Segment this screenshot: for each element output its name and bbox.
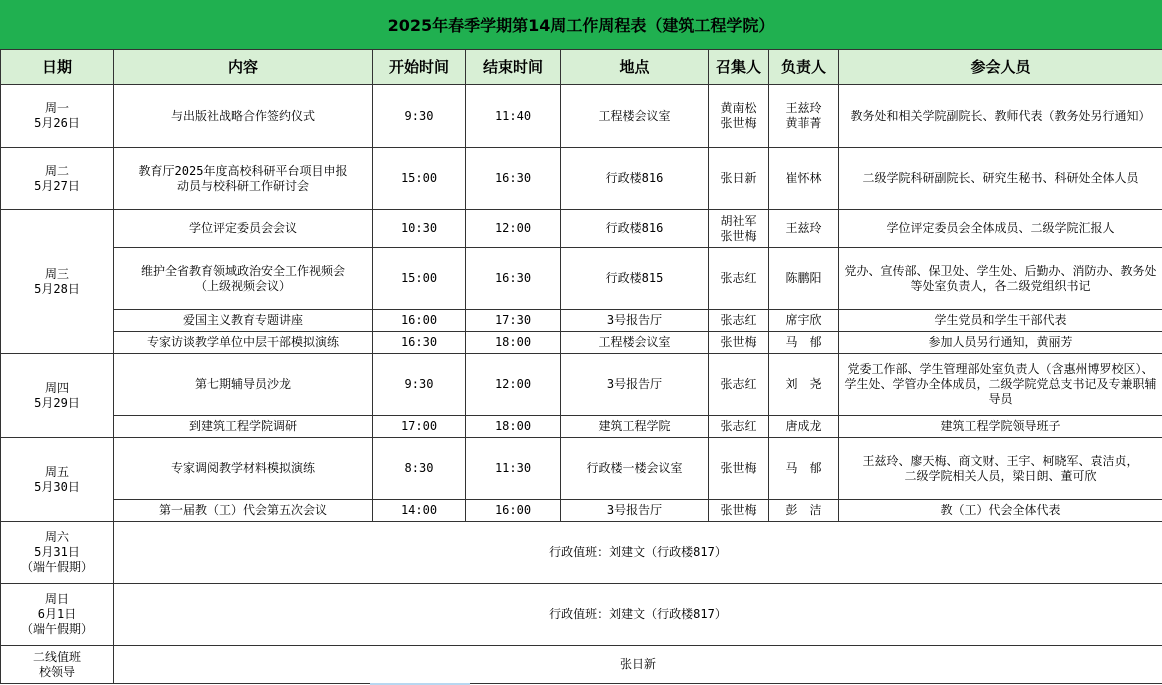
convener-cell: 张世梅: [709, 438, 769, 500]
owner-cell: 陈鹏阳: [769, 248, 839, 310]
header-row: [1, 50, 1162, 85]
start-cell: 8:30: [373, 438, 466, 500]
content-cell: 维护全省教育领域政治安全工作视频会 （上级视频会议）: [114, 248, 373, 310]
header-date: 日期: [1, 50, 114, 85]
table-row: [1, 85, 1162, 148]
place-cell: 3号报告厅: [561, 354, 709, 416]
start-cell: 17:00: [373, 416, 466, 438]
start-cell: 16:30: [373, 332, 466, 354]
attendees-cell: 王兹玲、廖天梅、商文财、王宇、柯晓军、袁洁贞， 二级学院相关人员，梁日朗、董可欣: [839, 438, 1162, 500]
day-cell-sat: 周六 5月31日 （端午假期）: [1, 522, 114, 584]
owner-cell: 王兹玲 黄菲菁: [769, 85, 839, 148]
day-cell-mon: 周一 5月26日: [1, 85, 114, 148]
place-cell: 工程楼会议室: [561, 85, 709, 148]
end-cell: 12:00: [466, 210, 561, 248]
schedule-title: 2025年春季学期第14周工作周程表（建筑工程学院）: [0, 0, 1162, 50]
day-cell-thu: 周四 5月29日: [1, 354, 114, 438]
attendees-cell: 党办、宣传部、保卫处、学生处、后勤办、消防办、教务处等处室负责人，各二级党组织书记: [839, 248, 1162, 310]
attendees-cell: 学生党员和学生干部代表: [839, 310, 1162, 332]
end-cell: 11:30: [466, 438, 561, 500]
attendees-cell: 参加人员另行通知，黄丽芳: [839, 332, 1162, 354]
holiday-duty-cell-sun: 行政值班：刘建文（行政楼817）: [114, 584, 1162, 646]
end-cell: 16:30: [466, 148, 561, 210]
content-cell: 第七期辅导员沙龙: [114, 354, 373, 416]
content-cell: 爱国主义教育专题讲座: [114, 310, 373, 332]
owner-cell: 彭 洁: [769, 500, 839, 522]
start-cell: 15:00: [373, 248, 466, 310]
duty-leader-label: 二线值班 校领导: [1, 646, 114, 684]
end-cell: 16:00: [466, 500, 561, 522]
place-cell: 行政楼816: [561, 148, 709, 210]
attendees-cell: 党委工作部、学生管理部处室负责人（含惠州博罗校区）、学生处、学管办全体成员，二级学院党总支书记及专兼职辅导员: [839, 354, 1162, 416]
table-row: [1, 354, 1162, 416]
start-cell: 16:00: [373, 310, 466, 332]
convener-cell: 张世梅: [709, 332, 769, 354]
end-cell: 11:40: [466, 85, 561, 148]
owner-cell: 马 郁: [769, 438, 839, 500]
content-cell: 专家调阅教学材料模拟演练: [114, 438, 373, 500]
header-convener: 召集人: [709, 50, 769, 85]
content-cell: 学位评定委员会会议: [114, 210, 373, 248]
owner-cell: 王兹玲: [769, 210, 839, 248]
table-row: [1, 210, 1162, 248]
table-row: [1, 416, 1162, 438]
header-owner: 负责人: [769, 50, 839, 85]
start-cell: 10:30: [373, 210, 466, 248]
schedule-table: [0, 49, 1162, 684]
place-cell: 行政楼816: [561, 210, 709, 248]
start-cell: 14:00: [373, 500, 466, 522]
content-cell: 与出版社战略合作签约仪式: [114, 85, 373, 148]
owner-cell: 唐成龙: [769, 416, 839, 438]
day-cell-wed: 周三 5月28日: [1, 210, 114, 354]
attendees-cell: 教务处和相关学院副院长、教师代表（教务处另行通知）: [839, 85, 1162, 148]
duty-leader-cell: 张日新: [114, 646, 1162, 684]
table-row: [1, 584, 1162, 646]
header-attendees: 参会人员: [839, 50, 1162, 85]
header-end: 结束时间: [466, 50, 561, 85]
table-row: [1, 148, 1162, 210]
owner-cell: 刘 尧: [769, 354, 839, 416]
attendees-cell: 教（工）代会全体代表: [839, 500, 1162, 522]
table-row: [1, 522, 1162, 584]
table-row: [1, 500, 1162, 522]
place-cell: 建筑工程学院: [561, 416, 709, 438]
convener-cell: 张志红: [709, 354, 769, 416]
end-cell: 18:00: [466, 332, 561, 354]
table-row: [1, 248, 1162, 310]
table-row: [1, 646, 1162, 684]
day-cell-tue: 周二 5月27日: [1, 148, 114, 210]
owner-cell: 崔怀林: [769, 148, 839, 210]
place-cell: 行政楼815: [561, 248, 709, 310]
day-cell-fri: 周五 5月30日: [1, 438, 114, 522]
content-cell: 第一届教（工）代会第五次会议: [114, 500, 373, 522]
end-cell: 18:00: [466, 416, 561, 438]
table-row: [1, 332, 1162, 354]
content-cell: 专家访谈教学单位中层干部模拟演练: [114, 332, 373, 354]
holiday-duty-cell-sat: 行政值班：刘建文（行政楼817）: [114, 522, 1162, 584]
table-row: [1, 438, 1162, 500]
attendees-cell: 二级学院科研副院长、研究生秘书、科研处全体人员: [839, 148, 1162, 210]
end-cell: 16:30: [466, 248, 561, 310]
convener-cell: 张志红: [709, 248, 769, 310]
table-row: [1, 310, 1162, 332]
owner-cell: 席宇欣: [769, 310, 839, 332]
start-cell: 15:00: [373, 148, 466, 210]
convener-cell: 张世梅: [709, 500, 769, 522]
place-cell: 行政楼一楼会议室: [561, 438, 709, 500]
convener-cell: 胡社军 张世梅: [709, 210, 769, 248]
content-cell: 到建筑工程学院调研: [114, 416, 373, 438]
convener-cell: 张志红: [709, 310, 769, 332]
convener-cell: 张日新: [709, 148, 769, 210]
start-cell: 9:30: [373, 85, 466, 148]
content-cell: 教育厅2025年度高校科研平台项目申报 动员与校科研工作研讨会: [114, 148, 373, 210]
header-place: 地点: [561, 50, 709, 85]
convener-cell: 张志红: [709, 416, 769, 438]
end-cell: 17:30: [466, 310, 561, 332]
header-content: 内容: [114, 50, 373, 85]
header-start: 开始时间: [373, 50, 466, 85]
attendees-cell: 建筑工程学院领导班子: [839, 416, 1162, 438]
attendees-cell: 学位评定委员会全体成员、二级学院汇报人: [839, 210, 1162, 248]
start-cell: 9:30: [373, 354, 466, 416]
place-cell: 工程楼会议室: [561, 332, 709, 354]
place-cell: 3号报告厅: [561, 310, 709, 332]
day-cell-sun: 周日 6月1日 （端午假期）: [1, 584, 114, 646]
place-cell: 3号报告厅: [561, 500, 709, 522]
owner-cell: 马 郁: [769, 332, 839, 354]
convener-cell: 黄南松 张世梅: [709, 85, 769, 148]
end-cell: 12:00: [466, 354, 561, 416]
